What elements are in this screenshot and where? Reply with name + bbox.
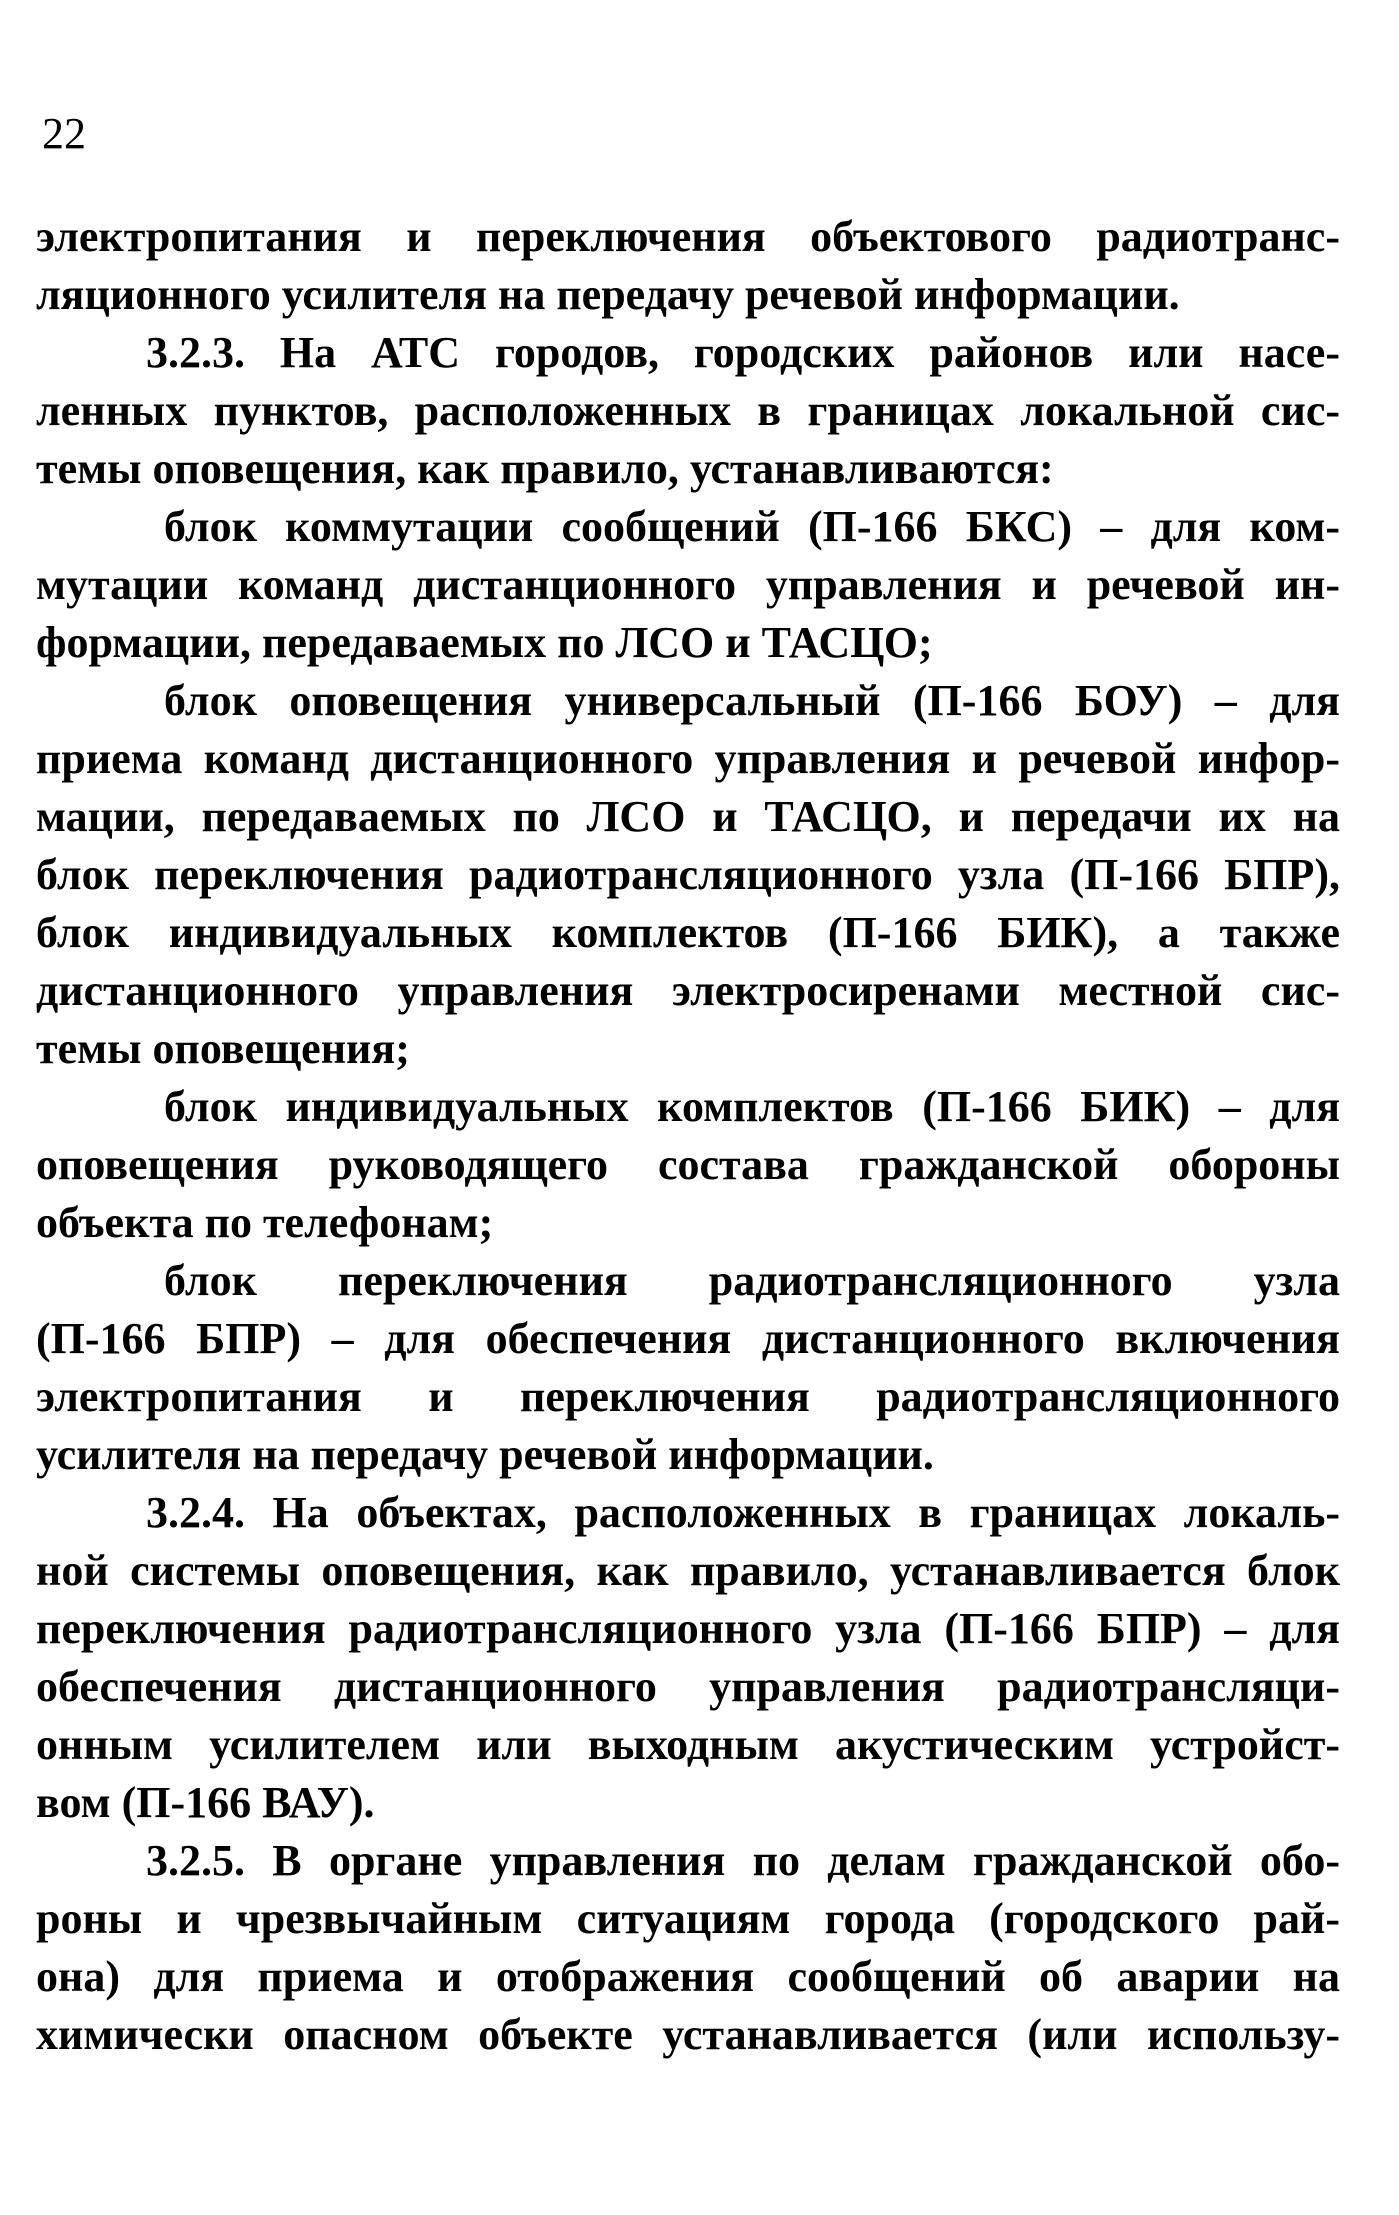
text-line: ной системы оповещения, как правило, устанавливается блок xyxy=(36,1546,1340,1595)
text-line: темы оповещения; xyxy=(36,1024,410,1073)
text-line: обеспечения дистанционного управления радиотрансляци- xyxy=(36,1662,1340,1711)
text-line: переключения радиотрансляционного узла (П-166 БПР) – для xyxy=(36,1604,1340,1653)
text-line: блок индивидуальных комплектов (П-166 БИК), а также xyxy=(36,908,1340,957)
text-line: онным усилителем или выходным акустическим устройст- xyxy=(36,1720,1340,1769)
page-number: 22 xyxy=(42,109,86,158)
text-line: мутации команд дистанционного управления и речевой ин- xyxy=(36,560,1340,609)
list-item-bou: блок оповещения универсальный (П-166 БОУ) – для xyxy=(164,676,1340,725)
text-line: ляционного усилителя на передачу речевой информации. xyxy=(36,270,1180,319)
text-line: объекта по телефонам; xyxy=(36,1198,494,1247)
text-line: блок переключения радиотрансляционного узла (П-166 БПР), xyxy=(36,850,1340,899)
text-line: электропитания и переключения радиотрансляционного xyxy=(36,1372,1340,1421)
body-text xyxy=(36,208,1340,2064)
text-line: химически опасном объекте устанавливается (или использу- xyxy=(36,2010,1340,2059)
text-line: приема команд дистанционного управления и речевой инфор- xyxy=(36,734,1340,783)
text-line: оповещения руководящего состава гражданской обороны xyxy=(36,1140,1340,1189)
paragraph-start-3-2-3: 3.2.3. На АТС городов, городских районов или насе- xyxy=(146,328,1340,377)
paragraph-start-3-2-4: 3.2.4. На объектах, расположенных в границах локаль- xyxy=(146,1488,1340,1537)
paragraph-start-3-2-5: 3.2.5. В органе управления по делам гражданской обо- xyxy=(146,1836,1340,1885)
text-line: ленных пунктов, расположенных в границах локальной сис- xyxy=(36,386,1340,435)
text-line: электропитания и переключения объектового радиотранс- xyxy=(36,212,1340,261)
text-line: дистанционного управления электросиренами местной сис- xyxy=(36,966,1340,1015)
text-line: формации, передаваемых по ЛСО и ТАСЦО; xyxy=(36,618,933,667)
text-line: вом (П-166 ВАУ). xyxy=(36,1778,375,1827)
list-item-bks: блок коммутации сообщений (П-166 БКС) – для ком- xyxy=(164,502,1340,551)
text-line: роны и чрезвычайным ситуациям города (городского рай- xyxy=(36,1894,1340,1943)
text-line: усилителя на передачу речевой информации. xyxy=(36,1430,934,1479)
text-line: мации, передаваемых по ЛСО и ТАСЦО, и передачи их на xyxy=(36,792,1340,841)
text-line: она) для приема и отображения сообщений об аварии на xyxy=(36,1952,1340,2001)
text-line: (П-166 БПР) – для обеспечения дистанционного включения xyxy=(36,1314,1340,1363)
list-item-bpr: блок переключения радиотрансляционного узла xyxy=(164,1256,1340,1305)
text-line: темы оповещения, как правило, устанавливаются: xyxy=(36,444,1054,493)
list-item-bik: блок индивидуальных комплектов (П-166 БИК) – для xyxy=(164,1082,1340,1131)
